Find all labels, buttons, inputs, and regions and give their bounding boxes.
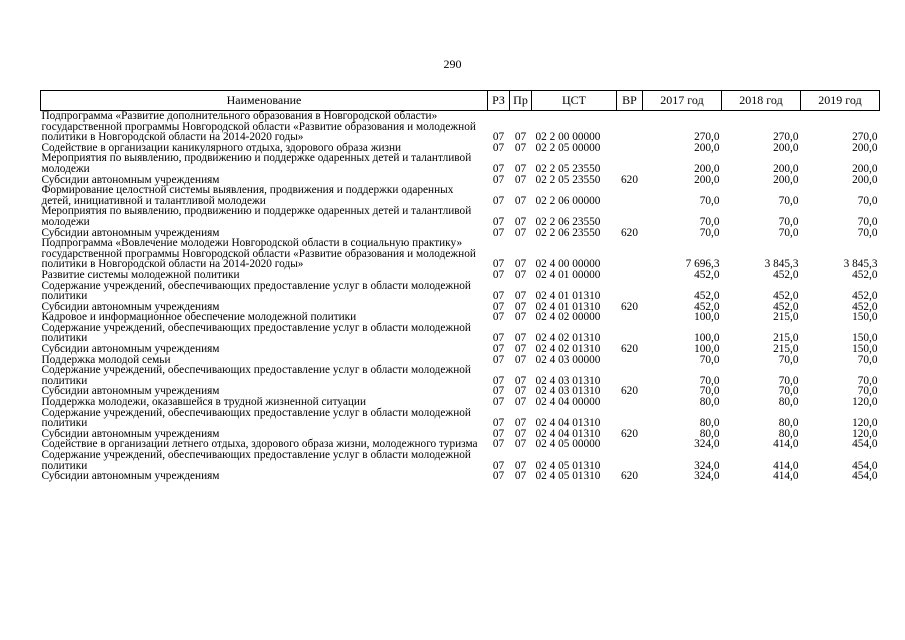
row-2018: 270,0 [773,131,799,144]
row-vr [617,270,643,281]
row-pr: 07 [514,290,527,303]
row-vr [617,355,643,366]
row-2017: 324,0 [694,470,720,483]
row-vr: 620 [621,427,638,440]
row-name: Содержание учреждений, обеспечивающих предоставление услуг в области молодежной политики [41,279,471,303]
header-name: Наименование [41,91,488,111]
row-2019: 454,0 [852,470,878,483]
row-name: Субсидии автономным учреждениям [41,173,220,186]
row-name: Содержание учреждений, обеспечивающих предоставление услуг в области молодежной политики [41,364,471,387]
row-2019: 70,0 [857,194,878,207]
row-cst: 02 4 00 00000 [535,258,601,271]
table-row [41,281,880,302]
row-2019: 454,0 [852,438,878,451]
row-2017: 270,0 [694,131,720,144]
row-vr [617,323,643,344]
budget-table [40,90,880,482]
row-vr [617,153,643,174]
row-cst: 02 4 02 01310 [535,343,601,356]
row-rz: 07 [492,396,505,409]
row-rz: 07 [492,332,505,345]
row-cst: 02 2 06 00000 [535,194,601,207]
row-cst: 02 4 03 00000 [535,353,601,366]
row-2018: 70,0 [778,385,799,398]
row-vr: 620 [621,300,638,313]
row-name: Кадровое и информационное обеспечение молодежной политики [41,311,357,324]
row-pr: 07 [514,459,527,472]
row-vr [617,408,643,429]
row-pr: 07 [514,417,527,430]
row-cst: 02 2 00 00000 [535,131,601,144]
row-rz: 07 [492,470,505,483]
row-2018: 80,0 [778,396,799,409]
row-vr [617,450,643,471]
row-2017: 200,0 [694,141,720,154]
header-2019: 2019 год [801,91,880,111]
row-2019: 452,0 [852,290,878,303]
row-2017: 70,0 [699,353,720,366]
row-rz: 07 [492,194,505,207]
row-2019: 70,0 [857,215,878,228]
row-vr [617,238,643,270]
row-rz: 07 [492,385,505,398]
row-2017: 70,0 [699,385,720,398]
header-rz: РЗ [488,91,510,111]
row-rz: 07 [492,173,505,186]
row-name: Содержание учреждений, обеспечивающих предоставление услуг в области молодежной политики [41,406,471,430]
row-2019: 70,0 [857,353,878,366]
row-2017: 80,0 [699,417,720,430]
row-2017: 70,0 [699,215,720,228]
row-pr: 07 [514,385,527,398]
row-2017: 70,0 [699,374,720,387]
row-vr [617,439,643,450]
row-name: Поддержка молодежи, оказавшейся в трудной жизненной ситуации [41,396,367,409]
row-name: Субсидии автономным учреждениям [41,385,220,398]
row-name: Субсидии автономным учреждениям [41,300,220,313]
row-cst: 02 4 03 01310 [535,385,601,398]
table-row [41,365,880,386]
row-pr: 07 [514,226,527,239]
row-rz: 07 [492,226,505,239]
row-2019: 200,0 [852,141,878,154]
row-rz: 07 [492,258,505,271]
row-cst: 02 2 06 23550 [535,215,601,228]
row-pr: 07 [514,332,527,345]
row-rz: 07 [492,343,505,356]
row-2018: 200,0 [773,162,799,175]
row-2017: 200,0 [694,173,720,186]
row-vr: 620 [621,385,638,398]
row-cst: 02 2 05 23550 [535,173,601,186]
row-cst: 02 4 03 01310 [535,374,601,387]
row-name: Подпрограмма «Вовлечение молодежи Новгородской области в социальную практику» государственной программы Новгородской области «Развитие образования и молодежной политики в Новгородской области на 2014-2020 годы» [41,237,476,271]
row-pr: 07 [514,268,527,281]
row-vr: 620 [621,226,638,239]
row-rz: 07 [492,374,505,387]
row-2018: 414,0 [773,459,799,472]
table-row [41,323,880,344]
row-2019: 200,0 [852,162,878,175]
row-name: Поддержка молодой семьи [41,353,171,366]
row-2019: 70,0 [857,374,878,387]
row-name: Субсидии автономным учреждениям [41,343,220,356]
row-pr: 07 [514,258,527,271]
row-name: Развитие системы молодежной политики [41,268,240,281]
row-cst: 02 4 04 00000 [535,396,601,409]
row-rz: 07 [492,131,505,144]
header-cst: ЦСТ [532,91,617,111]
row-pr: 07 [514,141,527,154]
row-name: Мероприятия по выявлению, продвижению и поддержке одаренных детей и талантливой молодежи [41,152,472,175]
row-pr: 07 [514,162,527,175]
row-2018: 200,0 [773,141,799,154]
row-2018: 70,0 [778,226,799,239]
row-2018: 452,0 [773,268,799,281]
row-name: Мероприятия по выявлению, продвижению и поддержке одаренных детей и талантливой молодежи [41,205,472,228]
table-row [41,450,880,471]
row-cst: 02 2 05 23550 [535,162,601,175]
row-pr: 07 [514,374,527,387]
row-2018: 200,0 [773,173,799,186]
row-rz: 07 [492,417,505,430]
row-2018: 70,0 [778,194,799,207]
row-cst: 02 4 02 00000 [535,311,601,324]
row-cst: 02 4 01 01310 [535,290,601,303]
row-name: Формирование целостной системы выявления, продвижения и поддержки одаренных детей, инициативной и талантливой молодежи [41,184,454,207]
page-number: 290 [443,57,462,71]
row-2017: 7 696,3 [685,258,720,271]
row-cst: 02 4 01 00000 [535,268,601,281]
row-2018: 80,0 [778,427,799,440]
header-2017: 2017 год [643,91,722,111]
row-pr: 07 [514,131,527,144]
row-pr: 07 [514,215,527,228]
table-row [41,185,880,206]
table-row [41,408,880,429]
row-name: Субсидии автономным учреждениям [41,427,220,440]
row-rz: 07 [492,300,505,313]
row-name: Содействие в организации каникулярного отдыха, здорового образа жизни [41,141,402,154]
row-pr: 07 [514,427,527,440]
row-2017: 452,0 [694,268,720,281]
row-rz: 07 [492,459,505,472]
row-2017: 324,0 [694,438,720,451]
row-2017: 452,0 [694,300,720,313]
row-cst: 02 4 05 00000 [535,438,601,451]
row-rz: 07 [492,162,505,175]
row-vr [617,281,643,302]
row-2017: 70,0 [699,226,720,239]
row-vr: 620 [621,470,638,483]
row-2018: 215,0 [773,311,799,324]
table-header-row [41,91,880,111]
row-cst: 02 2 05 00000 [535,141,601,154]
row-cst: 02 4 05 01310 [535,459,601,472]
row-cst: 02 4 04 01310 [535,427,601,440]
row-2019: 200,0 [852,173,878,186]
row-cst: 02 2 06 23550 [535,226,601,239]
row-rz: 07 [492,438,505,451]
row-rz: 07 [492,427,505,440]
row-name: Содержание учреждений, обеспечивающих предоставление услуг в области молодежной политики [41,449,471,472]
row-2019: 150,0 [852,343,878,356]
row-cst: 02 4 05 01310 [535,470,601,483]
row-2017: 100,0 [694,332,720,345]
table-row [41,111,880,143]
row-2018: 70,0 [778,374,799,387]
row-pr: 07 [514,311,527,324]
row-pr: 07 [514,343,527,356]
row-vr [617,365,643,386]
table-row [41,471,880,482]
row-2018: 3 845,3 [764,258,799,271]
row-2018: 215,0 [773,332,799,345]
row-rz: 07 [492,353,505,366]
row-rz: 07 [492,290,505,303]
row-vr [617,143,643,154]
row-2018: 452,0 [773,300,799,313]
row-2019: 70,0 [857,226,878,239]
row-vr [617,397,643,408]
row-2019: 120,0 [852,417,878,430]
row-rz: 07 [492,268,505,281]
row-2018: 414,0 [773,470,799,483]
header-pr: Пр [510,91,532,111]
row-pr: 07 [514,396,527,409]
row-2018: 70,0 [778,353,799,366]
row-2019: 150,0 [852,311,878,324]
row-2019: 270,0 [852,131,878,144]
row-pr: 07 [514,173,527,186]
row-2018: 452,0 [773,290,799,303]
row-2019: 454,0 [852,459,878,472]
row-pr: 07 [514,194,527,207]
row-vr: 620 [621,173,638,186]
row-2019: 70,0 [857,385,878,398]
header-vr: ВР [617,91,643,111]
row-name: Подпрограмма «Развитие дополнительного образования в Новгородской области» государственной программы Новгородской области «Развитие образования и молодежной политики в Новгородской области на 2014-2020 годы» [41,110,476,144]
row-2019: 452,0 [852,268,878,281]
row-2017: 70,0 [699,194,720,207]
row-2017: 80,0 [699,396,720,409]
row-2018: 80,0 [778,417,799,430]
header-2018: 2018 год [722,91,801,111]
row-2017: 100,0 [694,311,720,324]
row-2019: 120,0 [852,427,878,440]
row-2017: 452,0 [694,290,720,303]
row-vr [617,312,643,323]
row-rz: 07 [492,311,505,324]
row-pr: 07 [514,300,527,313]
row-name: Субсидии автономным учреждениям [41,226,220,239]
row-vr [617,111,643,143]
row-vr [617,185,643,206]
row-vr [617,206,643,227]
row-2017: 80,0 [699,427,720,440]
row-cst: 02 4 04 01310 [535,417,601,430]
row-2017: 324,0 [694,459,720,472]
row-rz: 07 [492,215,505,228]
row-cst: 02 4 01 01310 [535,300,601,313]
row-pr: 07 [514,438,527,451]
row-name: Содержание учреждений, обеспечивающих предоставление услуг в области молодежной политики [41,321,471,345]
row-2019: 120,0 [852,396,878,409]
row-cst: 02 4 02 01310 [535,332,601,345]
row-pr: 07 [514,470,527,483]
row-vr: 620 [621,343,638,356]
row-2017: 100,0 [694,343,720,356]
row-2017: 200,0 [694,162,720,175]
row-2018: 70,0 [778,215,799,228]
row-2019: 150,0 [852,332,878,345]
row-name: Содействие в организации летнего отдыха, здорового образа жизни, молодежного туризма [41,438,478,451]
row-2018: 414,0 [773,438,799,451]
row-rz: 07 [492,141,505,154]
table-row [41,153,880,174]
table-row [41,238,880,270]
table-row [41,206,880,227]
row-pr: 07 [514,353,527,366]
row-2019: 452,0 [852,300,878,313]
row-2018: 215,0 [773,343,799,356]
row-2019: 3 845,3 [843,258,878,271]
row-name: Субсидии автономным учреждениям [41,470,220,483]
table-row [41,270,880,281]
